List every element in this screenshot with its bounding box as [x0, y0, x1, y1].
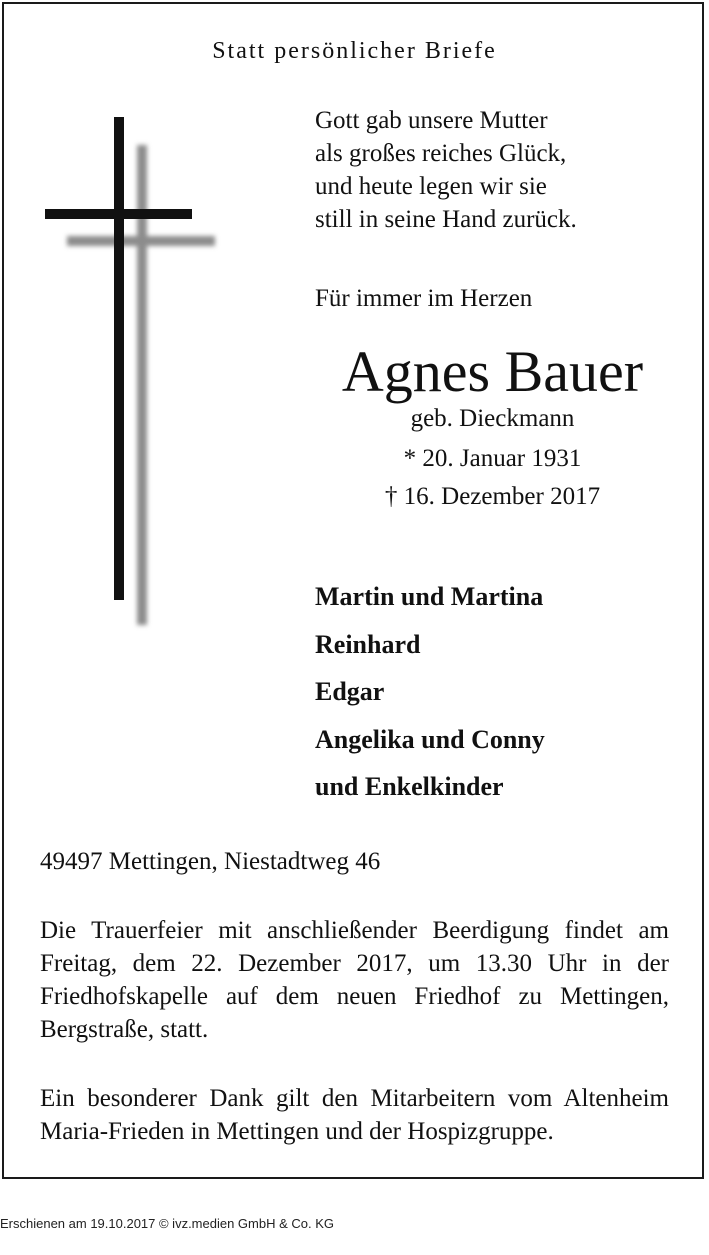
poem-line: still in seine Hand zurück. — [315, 206, 577, 233]
publication-footer: Erschienen am 19.10.2017 © ivz.medien GmbH & Co. KG — [0, 1216, 335, 1231]
tagline: Für immer im Herzen — [315, 285, 533, 312]
cross-icon — [40, 110, 230, 640]
birth-date: * 20. Januar 1931 — [403, 445, 582, 472]
mourner-name: Martin und Martina — [315, 582, 544, 611]
birth-name: geb. Dieckmann — [410, 405, 575, 432]
death-date: † 16. Dezember 2017 — [384, 483, 601, 510]
address: 49497 Mettingen, Niestadtweg 46 — [40, 848, 381, 875]
poem-line: Gott gab unsere Mutter — [315, 107, 548, 134]
mourners-list — [315, 573, 545, 811]
mourner-name: Reinhard — [315, 629, 421, 659]
mourner-name: Angelika und Conny — [315, 724, 545, 754]
poem — [315, 104, 577, 236]
funeral-info: Die Trauerfeier mit anschließender Beerdigung findet am Freitag, dem 22. Dezember 2017, um 13.30 Uhr in der Friedhofskapelle auf dem neuen Friedhof zu Mettingen, Bergstraße, statt. — [40, 917, 669, 1043]
header-text: Statt persönlicher Briefe — [212, 38, 497, 64]
poem-line: und heute legen wir sie — [315, 173, 547, 200]
mourner-name: Edgar — [315, 677, 385, 706]
cross-shape — [45, 117, 192, 600]
mourner-name: und Enkelkinder — [315, 772, 504, 801]
deceased-name: Agnes Bauer — [341, 339, 644, 404]
thanks-note: Ein besonderer Dank gilt den Mitarbeitern vom Altenheim Maria-Frieden in Mettingen und der Hospizgruppe. — [40, 1085, 669, 1145]
poem-line: als großes reiches Glück, — [315, 140, 567, 167]
